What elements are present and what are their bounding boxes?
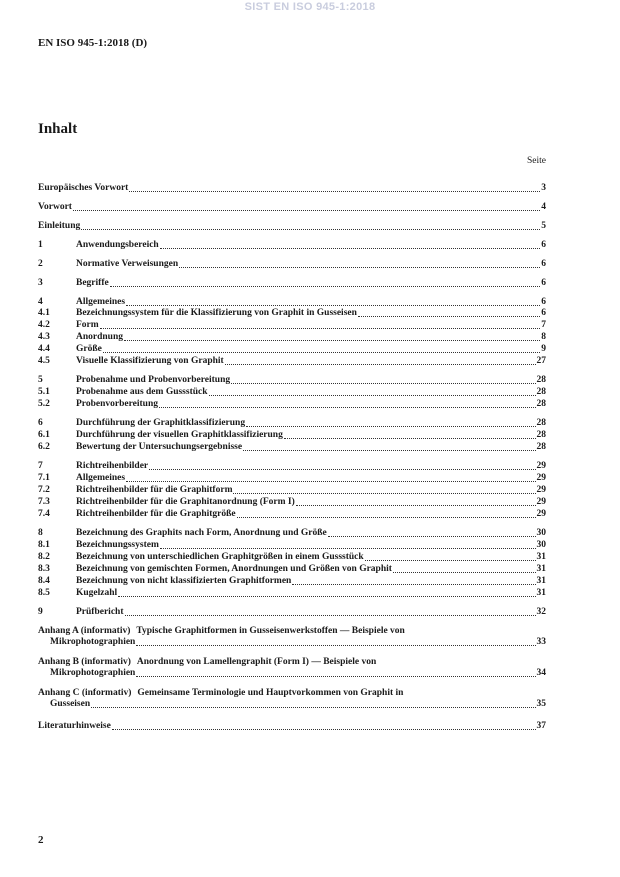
toc-entry-title: Kugelzahl [76, 588, 118, 598]
toc-leader-dots [159, 406, 536, 408]
toc-entry-title: Richtreihenbilder [76, 461, 149, 471]
toc-page-number: 6 [541, 240, 546, 250]
toc-annex-entry[interactable] [38, 626, 546, 648]
toc-page-number: 28 [536, 375, 546, 385]
toc-entry[interactable] [38, 375, 546, 386]
toc-line [38, 540, 546, 551]
toc-line [38, 637, 546, 648]
toc-section-number: 5.1 [38, 387, 50, 397]
toc-page-number: 35 [536, 699, 546, 709]
toc-leader-dots [110, 285, 541, 287]
toc-leader-dots [246, 425, 535, 427]
toc-page-number: 31 [536, 576, 546, 586]
toc-leader-dots [124, 339, 540, 341]
toc-annex-first-line [38, 626, 546, 637]
toc-annex-title: Typische Graphitformen in Gusseisenwerkstoffen — Beispiele von [136, 626, 405, 636]
toc-page-number: 6 [541, 259, 546, 269]
toc-line [38, 588, 546, 599]
toc-leader-dots [209, 394, 536, 396]
toc-entry-title: Bezeichnung von nicht klassifizierten Graphitformen [76, 576, 292, 586]
toc-leader-dots [136, 644, 535, 646]
toc-leader-dots [112, 728, 536, 730]
toc-entry-title: Probenahme aus dem Gussstück [76, 387, 208, 397]
toc-line [38, 442, 546, 453]
toc-entry[interactable] [38, 442, 546, 453]
toc-page-number: 29 [536, 509, 546, 519]
toc-section-number: 7.1 [38, 473, 50, 483]
toc-line [38, 576, 546, 587]
toc-section-number: 2 [38, 259, 43, 269]
toc-annex-title-continued: Mikrophotographien [50, 668, 136, 678]
toc-line [38, 721, 546, 732]
toc-line [38, 308, 546, 319]
toc-line [38, 387, 546, 398]
toc-line [38, 202, 546, 213]
toc-leader-dots [149, 468, 535, 470]
toc-entry[interactable] [38, 552, 546, 563]
toc-annex-entry[interactable] [38, 688, 546, 710]
toc-page-number: 28 [536, 418, 546, 428]
toc-entry-title: Anwendungsbereich [76, 240, 159, 250]
toc-leader-dots [103, 351, 540, 353]
toc-page-number: 28 [536, 442, 546, 452]
toc-section-number: 1 [38, 240, 43, 250]
toc-annex-title: Gemeinsame Terminologie und Hauptvorkommen von Graphit in [137, 688, 404, 698]
toc-entry[interactable] [38, 240, 546, 251]
toc-line [38, 332, 546, 343]
toc-section-number: 4.2 [38, 320, 50, 330]
toc-entry[interactable] [38, 607, 546, 618]
toc-entry[interactable] [38, 461, 546, 472]
toc-entry-title: Prüfbericht [76, 607, 124, 617]
toc-entry[interactable] [38, 528, 546, 539]
toc-line [38, 430, 546, 441]
toc-page-number: 6 [541, 297, 546, 307]
toc-entry[interactable] [38, 485, 546, 496]
toc-page-number: 7 [541, 320, 546, 330]
toc-page-number: 31 [536, 552, 546, 562]
toc-section-number: 6.2 [38, 442, 50, 452]
toc-line [38, 344, 546, 355]
toc-page-number: 31 [536, 588, 546, 598]
toc-entry-title: Allgemeines [76, 473, 126, 483]
toc-entry[interactable] [38, 576, 546, 587]
toc-line [38, 509, 546, 520]
toc-entry-title: Europäisches Vorwort [38, 183, 129, 193]
toc-page-number: 34 [536, 668, 546, 678]
toc-entry-title: Bewertung der Untersuchungsergebnisse [76, 442, 243, 452]
toc-entry[interactable] [38, 278, 546, 289]
toc-leader-dots [118, 595, 535, 597]
toc-leader-dots [358, 315, 540, 317]
document-id: EN ISO 945-1:2018 (D) [38, 37, 148, 49]
toc-entry-title: Durchführung der visuellen Graphitklassifizierung [76, 430, 283, 440]
toc-annex-first-line [38, 688, 546, 699]
toc-section-number: 4.3 [38, 332, 50, 342]
toc-page-number: 6 [541, 278, 546, 288]
toc-line [38, 240, 546, 251]
toc-leader-dots [126, 480, 535, 482]
toc-leader-dots [136, 675, 535, 677]
page-title: Inhalt [38, 121, 78, 137]
toc-line [38, 699, 546, 710]
toc-line [38, 497, 546, 508]
toc-section-number: 7.3 [38, 497, 50, 507]
toc-page-number: 29 [536, 497, 546, 507]
toc-leader-dots [292, 583, 535, 585]
toc-section-number: 3 [38, 278, 43, 288]
toc-entry-title: Richtreihenbilder für die Graphitanordnung (Form I) [76, 497, 295, 507]
toc-entry[interactable] [38, 356, 546, 367]
toc-line [38, 473, 546, 484]
toc-entry-title: Begriffe [76, 278, 109, 288]
toc-page-number: 3 [541, 183, 546, 193]
toc-entry-title: Bezeichnung von gemischten Formen, Anordnungen und Größen von Graphit [76, 564, 392, 574]
toc-entry-title: Richtreihenbilder für die Graphitform [76, 485, 233, 495]
toc-line [38, 221, 546, 232]
toc-section-number: 8 [38, 528, 43, 538]
toc-leader-dots [126, 304, 540, 306]
toc-leader-dots [296, 504, 536, 506]
toc-leader-dots [237, 516, 536, 518]
toc-section-number: 4.1 [38, 308, 50, 318]
toc-line [38, 528, 546, 539]
toc-entry[interactable] [38, 183, 546, 194]
toc-line [38, 356, 546, 367]
toc-leader-dots [179, 266, 540, 268]
toc-entry[interactable] [38, 387, 546, 398]
toc-section-number: 6.1 [38, 430, 50, 440]
toc-entry-title: Anordnung [76, 332, 123, 342]
toc-line [38, 375, 546, 386]
toc-page-number: 29 [536, 485, 546, 495]
toc-entry-title: Bezeichnungssystem [76, 540, 159, 550]
toc-line [38, 564, 546, 575]
toc-line [38, 668, 546, 679]
toc-leader-dots [284, 437, 536, 439]
toc-annex-title-continued: Gusseisen [50, 699, 91, 709]
watermark: SIST EN ISO 945-1:2018 [244, 1, 376, 13]
toc-annex-label: Anhang B (informativ) [38, 657, 131, 667]
toc-leader-dots [328, 535, 536, 537]
toc-annex-first-line [38, 657, 546, 668]
toc-entry[interactable] [38, 588, 546, 599]
toc-entry[interactable] [38, 473, 546, 484]
toc-leader-dots [81, 228, 540, 230]
toc-entry[interactable] [38, 221, 546, 232]
toc-page-number: 30 [536, 540, 546, 550]
toc-line [38, 259, 546, 270]
toc-entry[interactable] [38, 259, 546, 270]
toc-page-number: 6 [541, 308, 546, 318]
toc-section-number: 5.2 [38, 399, 50, 409]
toc-page-number: 30 [536, 528, 546, 538]
toc-page-number: 28 [536, 430, 546, 440]
toc-entry-title: Allgemeines [76, 297, 126, 307]
toc-section-number: 8.4 [38, 576, 50, 586]
toc-entry-title: Bezeichnung des Graphits nach Form, Anordnung und Größe [76, 528, 327, 538]
toc-entry-title: Probenvorbereitung [76, 399, 158, 409]
toc-entry-title: Durchführung der Graphitklassifizierung [76, 418, 246, 428]
toc-entry-title: Normative Verweisungen [76, 259, 179, 269]
toc-entry-title: Vorwort [38, 202, 72, 212]
toc-entry[interactable] [38, 399, 546, 410]
toc-leader-dots [365, 559, 536, 561]
toc-leader-dots [160, 547, 536, 549]
toc-leader-dots [160, 247, 541, 249]
toc-section-number: 7.2 [38, 485, 50, 495]
toc-line [38, 278, 546, 289]
toc-entry-title: Form [76, 320, 99, 330]
toc-entry[interactable] [38, 297, 546, 308]
toc-entry[interactable] [38, 332, 546, 343]
toc-section-number: 9 [38, 607, 43, 617]
toc-entry-title: Literaturhinweise [38, 721, 111, 731]
toc-leader-dots [225, 363, 536, 365]
toc-page-number: 37 [536, 721, 546, 731]
toc-line [38, 399, 546, 410]
toc-leader-dots [243, 449, 535, 451]
toc-line [38, 320, 546, 331]
toc-section-number: 4 [38, 297, 43, 307]
toc-section-number: 4.4 [38, 344, 50, 354]
page-number: 2 [38, 834, 44, 846]
toc-entry[interactable] [38, 497, 546, 508]
toc-leader-dots [231, 382, 535, 384]
toc-page-number: 28 [536, 387, 546, 397]
toc-page-number: 29 [536, 473, 546, 483]
toc-section-number: 4.5 [38, 356, 50, 366]
toc-section-number: 7 [38, 461, 43, 471]
toc-page-number: 4 [541, 202, 546, 212]
toc-bibliography-entry[interactable] [38, 721, 546, 732]
toc-entry[interactable] [38, 308, 546, 319]
toc-entry[interactable] [38, 509, 546, 520]
page-column-label: Seite [527, 156, 546, 166]
toc-line [38, 485, 546, 496]
toc-section-number: 8.1 [38, 540, 50, 550]
toc-line [38, 418, 546, 429]
toc-page-number: 5 [541, 221, 546, 231]
toc-entry[interactable] [38, 320, 546, 331]
toc-page-number: 33 [536, 637, 546, 647]
toc-annex-entry[interactable] [38, 657, 546, 679]
toc-page-number: 9 [541, 344, 546, 354]
toc-entry[interactable] [38, 202, 546, 213]
toc-page-number: 8 [541, 332, 546, 342]
toc-annex-label: Anhang A (informativ) [38, 626, 131, 636]
toc-leader-dots [393, 571, 536, 573]
toc-line [38, 297, 546, 308]
toc-entry-title: Einleitung [38, 221, 81, 231]
toc-leader-dots [91, 706, 535, 708]
toc-entry-title: Größe [76, 344, 102, 354]
toc-entry-title: Richtreihenbilder für die Graphitgröße [76, 509, 236, 519]
toc-annex-title: Anordnung von Lamellengraphit (Form I) — Beispiele von [136, 657, 377, 667]
toc-leader-dots [129, 190, 540, 192]
toc-section-number: 7.4 [38, 509, 50, 519]
toc-section-number: 6 [38, 418, 43, 428]
toc-entry[interactable] [38, 430, 546, 441]
toc-entry-title: Probenahme und Probenvorbereitung [76, 375, 231, 385]
toc-section-number: 8.2 [38, 552, 50, 562]
toc-leader-dots [125, 614, 536, 616]
toc-line [38, 607, 546, 618]
toc-line [38, 183, 546, 194]
toc-leader-dots [73, 209, 540, 211]
toc-entry[interactable] [38, 540, 546, 551]
toc-line [38, 461, 546, 472]
toc-annex-title-continued: Mikrophotographien [50, 637, 136, 647]
toc-entry[interactable] [38, 418, 546, 429]
toc-entry[interactable] [38, 344, 546, 355]
toc-entry-title: Bezeichnung von unterschiedlichen Graphitgrößen in einem Gussstück [76, 552, 364, 562]
toc-line [38, 552, 546, 563]
toc-leader-dots [233, 492, 535, 494]
toc-entry-title: Bezeichnungssystem für die Klassifizierung von Graphit in Gusseisen [76, 308, 357, 318]
toc-page-number: 31 [536, 564, 546, 574]
toc-leader-dots [100, 327, 541, 329]
toc-entry-title: Visuelle Klassifizierung von Graphit [76, 356, 224, 366]
toc-page-number: 27 [536, 356, 546, 366]
toc-page-number: 29 [536, 461, 546, 471]
toc-section-number: 8.3 [38, 564, 50, 574]
toc-entry[interactable] [38, 564, 546, 575]
toc-section-number: 8.5 [38, 588, 50, 598]
toc-page-number: 32 [536, 607, 546, 617]
toc-annex-label: Anhang C (informativ) [38, 688, 132, 698]
toc-section-number: 5 [38, 375, 43, 385]
toc-page-number: 28 [536, 399, 546, 409]
